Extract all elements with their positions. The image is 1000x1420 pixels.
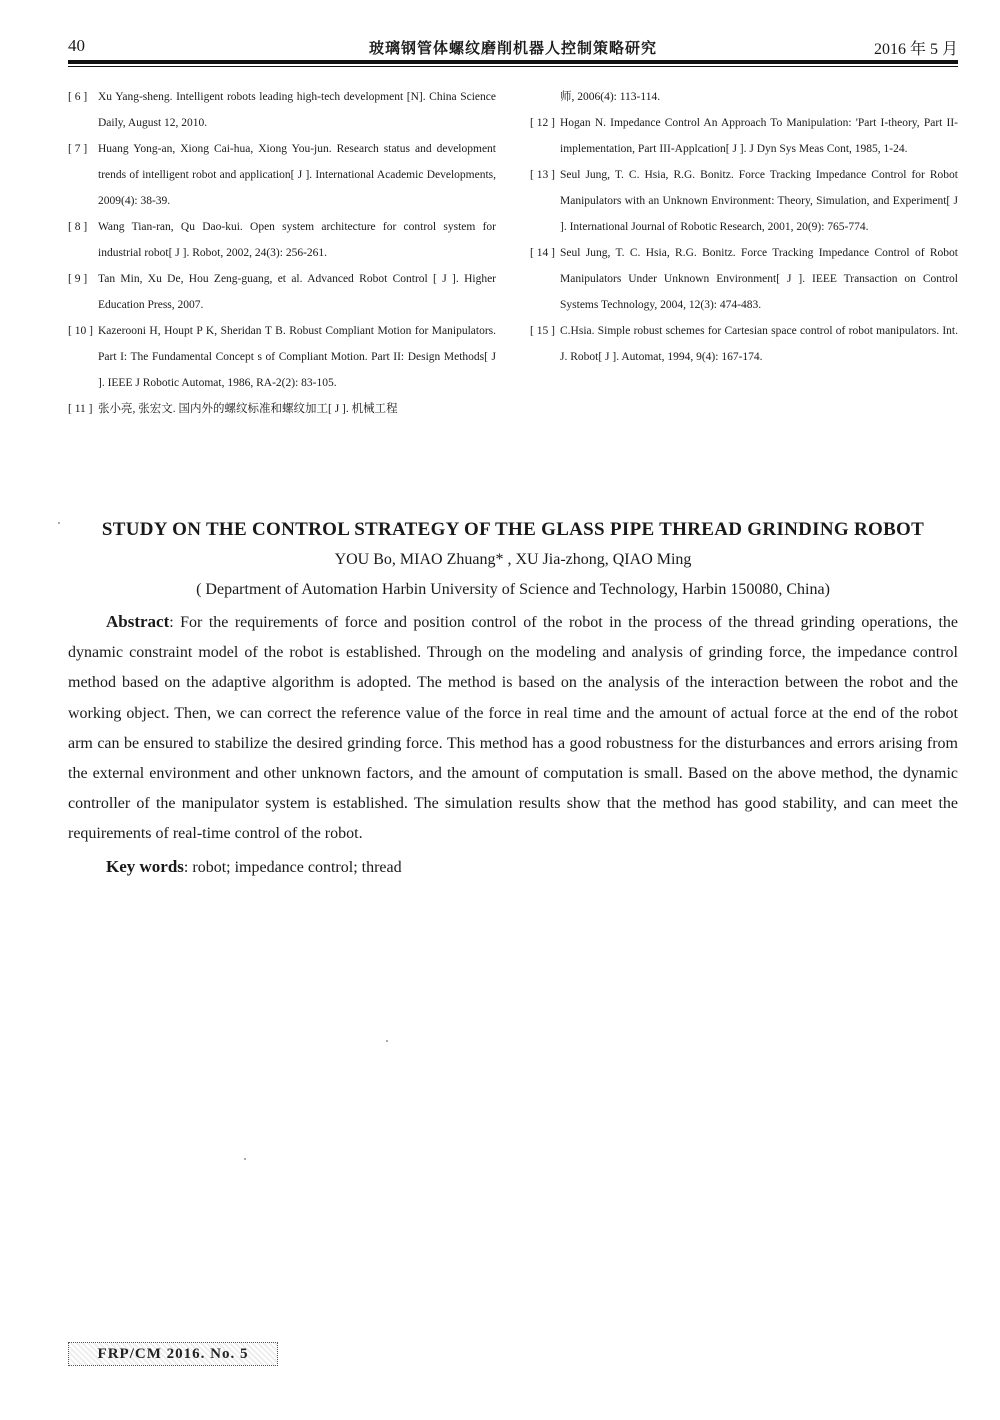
english-affiliation: ( Department of Automation Harbin University of Science and Technology, Harbin 150080, China) [196,581,830,598]
abstract-text: : For the requirements of force and position control of the robot in the process of the thread grinding operations, the dynamic constraint model of the robot is established. Through on the modeling and analysis of grinding force, the impedance control method based on the adaptive algorithm is adopted. The method is based on the analysis of the interaction between the robot and the working object. Then, we can correct the reference value of the force in real time and the amount of actual force at the end of the robot arm can be ensured to stabilize the desired grinding force. This method has a good robustness for the disturbances and errors arising from the external environment and other unknown factors, and the amount of computation is small. Based on the above method, the dynamic controller of the manipulator system is established. The simulation results show that the method has good stability, and can meet the requirements of real-time control of the robot. [68,614,958,843]
keywords-text: : robot; impedance control; thread [183,858,402,876]
issue-date: 2016 年 5 月 [873,41,958,58]
page-header [68,36,958,58]
reference-item [530,318,958,370]
scan-speck [244,1158,246,1160]
english-abstract-section [68,515,958,883]
reference-item [68,136,496,214]
reference-item [530,240,958,318]
reference-number: [ 10 ] [68,325,93,337]
reference-number: [ 7 ] [68,143,88,155]
reference-item [68,396,496,422]
reference-number: [ 12 ] [530,117,555,129]
abstract-label: Abstract [106,612,170,631]
reference-text: 师, 2006(4): 113-114. [560,91,661,103]
reference-text: Tan Min, Xu De, Hou Zeng-guang, et al. Advanced Robot Control [ J ]. Higher Education Press, 2007. [98,273,496,311]
reference-item [68,266,496,318]
reference-text: Seul Jung, T. C. Hsia, R.G. Bonitz. Force Tracking Impedance Control for Robot Manipulators with an Unknown Environment: Theory, Simulation, and Experiment[ J ]. International Journal of Robotic Research, 2001, 20(9): 765-774. [560,169,958,233]
header-rule-thick [68,60,958,64]
reference-text: Xu Yang-sheng. Intelligent robots leading high-tech development [N]. China Science Daily, August 12, 2010. [98,91,496,129]
reference-item [68,84,496,136]
reference-item [530,162,958,240]
reference-text: 张小亮, 张宏文. 国内外的螺纹标准和螺纹加工[ J ]. 机械工程 [98,403,398,415]
reference-text: Wang Tian-ran, Qu Dao-kui. Open system architecture for control system for industrial robot[ J ]. Robot, 2002, 24(3): 256-261. [98,221,496,259]
header-rule-thin [68,66,958,67]
reference-number: [ 13 ] [530,169,555,181]
running-title: 玻璃钢管体螺纹磨削机器人控制策略研究 [368,41,657,57]
footer-journal-stamp: FRP/CM 2016. No. 5 [68,1342,278,1366]
reference-number: [ 15 ] [530,325,555,337]
references-right-column [530,84,958,370]
reference-item [68,318,496,396]
english-abstract [68,607,958,850]
references-left-column [68,84,496,422]
reference-text: Kazerooni H, Houpt P K, Sheridan T B. Robust Compliant Motion for Manipulators. Part I: The Fundamental Concept s of Compliant Motion. Part II: Design Methods[ J ]. IEEE J Robotic Automat, 1986, RA-2(2): 83-105. [98,325,496,389]
reference-item [530,110,958,162]
english-keywords [68,852,958,883]
reference-number: [ 11 ] [68,403,93,415]
reference-item [68,214,496,266]
reference-text: Hogan N. Impedance Control An Approach To Manipulation: 'Part I-theory, Part II-implementation, Part III-Applcation[ J ]. J Dyn Sys Meas Cont, 1985, 1-24. [560,117,958,155]
english-title: STUDY ON THE CONTROL STRATEGY OF THE GLASS PIPE THREAD GRINDING ROBOT [101,519,925,540]
scan-speck [386,1040,388,1042]
reference-number: [ 8 ] [68,221,88,233]
reference-item-continued [530,84,958,110]
reference-number: [ 14 ] [530,247,555,259]
reference-number: [ 9 ] [68,273,88,285]
page-number: 40 [68,36,85,55]
scan-speck [58,522,60,524]
reference-text: C.Hsia. Simple robust schemes for Cartesian space control of robot manipulators. Int. J. Robot[ J ]. Automat, 1994, 9(4): 167-174. [560,325,958,363]
reference-text: Huang Yong-an, Xiong Cai-hua, Xiong You-jun. Research status and development trends of intelligent robot and application[ J ]. International Academic Developments, 2009(4): 38-39. [98,143,496,207]
reference-number: [ 6 ] [68,91,88,103]
english-authors: YOU Bo, MIAO Zhuang* , XU Jia-zhong, QIAO Ming [334,551,692,568]
reference-text: Seul Jung, T. C. Hsia, R.G. Bonitz. Force Tracking Impedance Control of Robot Manipulators Under Unknown Environment[ J ]. IEEE Transaction on Control Systems Technology, 2004, 12(3): 474-483. [560,247,958,311]
keywords-label: Key words [106,856,184,876]
